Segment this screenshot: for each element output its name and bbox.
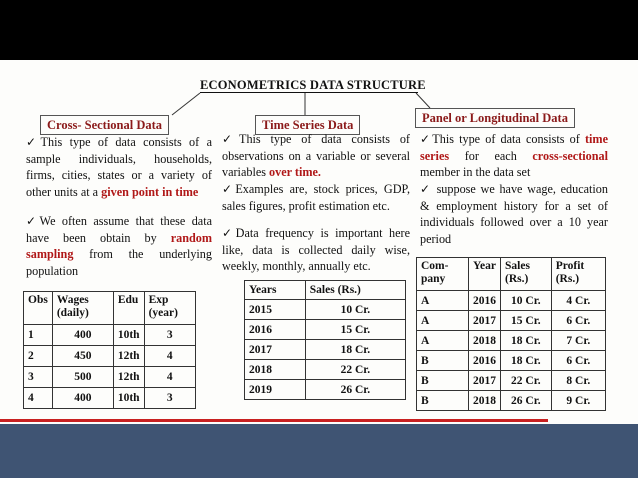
table-cell: 2016 <box>245 320 306 340</box>
table-row <box>24 346 196 367</box>
table-row <box>417 291 606 311</box>
cross-sectional-table <box>23 291 196 409</box>
red-divider-line <box>0 419 548 422</box>
table-header: Years <box>245 281 306 300</box>
table-cell: 400 <box>52 325 113 346</box>
panel-example: ✓ suppose we have wage, education & employment history for a set of individuals followed over a 10 year period <box>420 182 608 246</box>
table-cell: 10th <box>113 325 144 346</box>
table-cell: 26 Cr. <box>305 380 405 400</box>
table-cell: A <box>417 311 469 331</box>
table-cell: B <box>417 351 469 371</box>
table-cell: 10th <box>113 388 144 409</box>
table-header-row <box>245 281 406 300</box>
text-span: member in the data set <box>420 165 531 179</box>
title-underline <box>200 92 418 93</box>
table-cell: 3 <box>144 325 195 346</box>
table-header: Sales (Rs.) <box>305 281 405 300</box>
table-cell: 3 <box>144 388 195 409</box>
table-cell: 2017 <box>245 340 306 360</box>
table-row <box>245 340 406 360</box>
table-row <box>245 380 406 400</box>
highlight-text: given point in time <box>101 184 199 199</box>
table-cell: 12th <box>113 346 144 367</box>
table-cell: 10 Cr. <box>501 291 552 311</box>
table-row <box>24 367 196 388</box>
table-cell: 12th <box>113 367 144 388</box>
table-row <box>24 325 196 346</box>
table-row <box>417 331 606 351</box>
table-header: Obs <box>24 292 53 325</box>
cross-sectional-assumption <box>26 213 212 279</box>
table-cell: A <box>417 291 469 311</box>
table-header: Year <box>469 258 501 291</box>
table-cell: 400 <box>52 388 113 409</box>
table-header: Profit (Rs.) <box>551 258 605 291</box>
table-cell: 18 Cr. <box>501 331 552 351</box>
table-cell: 4 <box>144 367 195 388</box>
table-cell: 4 Cr. <box>551 291 605 311</box>
table-row <box>417 311 606 331</box>
table-cell: A <box>417 331 469 351</box>
highlight-text: cross-sectional <box>532 148 608 163</box>
table-cell: 6 Cr. <box>551 311 605 331</box>
cross-sectional-definition <box>26 134 212 200</box>
table-cell: 2018 <box>469 331 501 351</box>
table-header: Sales (Rs.) <box>501 258 552 291</box>
table-cell: 10 Cr. <box>305 300 405 320</box>
highlight-text: time series <box>420 132 608 163</box>
table-header: Exp (year) <box>144 292 195 325</box>
table-cell: 2017 <box>469 371 501 391</box>
time-series-heading: Time Series Data <box>255 115 360 135</box>
table-cell: 9 Cr. <box>551 391 605 411</box>
table-cell: 15 Cr. <box>501 311 552 331</box>
text-span: from the underlying population <box>26 247 212 278</box>
time-series-table <box>244 280 406 400</box>
panel-data-heading: Panel or Longitudinal Data <box>415 108 575 128</box>
time-series-definition <box>222 131 410 181</box>
table-cell: 2015 <box>245 300 306 320</box>
table-cell: 18 Cr. <box>501 351 552 371</box>
panel-definition <box>420 131 608 181</box>
text-span: ✓We often assume that these data have been obtain by <box>26 214 212 245</box>
table-header: Wages (daily) <box>52 292 113 325</box>
table-cell: 18 Cr. <box>305 340 405 360</box>
table-row <box>245 300 406 320</box>
table-cell: 4 <box>144 346 195 367</box>
table-row <box>24 388 196 409</box>
table-row <box>245 320 406 340</box>
table-cell: 7 Cr. <box>551 331 605 351</box>
table-cell: 2016 <box>469 291 501 311</box>
table-cell: 6 Cr. <box>551 351 605 371</box>
table-cell: B <box>417 391 469 411</box>
highlight-text: over time. <box>269 165 321 179</box>
table-cell: 22 Cr. <box>305 360 405 380</box>
page-title: ECONOMETRICS DATA STRUCTURE <box>200 78 426 92</box>
table-cell: 2018 <box>469 391 501 411</box>
table-cell: B <box>417 371 469 391</box>
table-header: Edu <box>113 292 144 325</box>
bottom-blue-band <box>0 424 638 478</box>
panel-data-table <box>416 257 606 411</box>
table-row <box>417 391 606 411</box>
table-cell: 1 <box>24 325 53 346</box>
cross-sectional-heading: Cross- Sectional Data <box>40 115 169 135</box>
table-cell: 3 <box>24 367 53 388</box>
text-span: ✓This type of data consists of observations on a variable or several variables <box>222 132 410 179</box>
time-series-frequency: ✓Data frequency is important here like, data is collected daily wise, weekly, monthly, annually etc. <box>222 226 410 273</box>
time-series-examples: ✓Examples are, stock prices, GDP, sales figures, profit estimation etc. <box>222 182 410 213</box>
table-row <box>417 351 606 371</box>
table-cell: 22 Cr. <box>501 371 552 391</box>
table-header: Com-pany <box>417 258 469 291</box>
table-row <box>417 371 606 391</box>
table-cell: 450 <box>52 346 113 367</box>
table-header-row <box>417 258 606 291</box>
text-span: ✓This type of data consists of a sample individuals, households, firms, cities, states or a variety of other units at a <box>26 135 212 199</box>
table-cell: 26 Cr. <box>501 391 552 411</box>
table-cell: 2018 <box>245 360 306 380</box>
table-cell: 8 Cr. <box>551 371 605 391</box>
table-cell: 2 <box>24 346 53 367</box>
highlight-text: random sampling <box>26 230 212 261</box>
table-header-row <box>24 292 196 325</box>
table-cell: 500 <box>52 367 113 388</box>
table-row <box>245 360 406 380</box>
table-cell: 15 Cr. <box>305 320 405 340</box>
table-cell: 2019 <box>245 380 306 400</box>
text-span: for each <box>449 148 533 163</box>
table-cell: 4 <box>24 388 53 409</box>
table-cell: 2016 <box>469 351 501 371</box>
text-span: ✓This type of data consists of <box>420 132 585 146</box>
table-cell: 2017 <box>469 311 501 331</box>
